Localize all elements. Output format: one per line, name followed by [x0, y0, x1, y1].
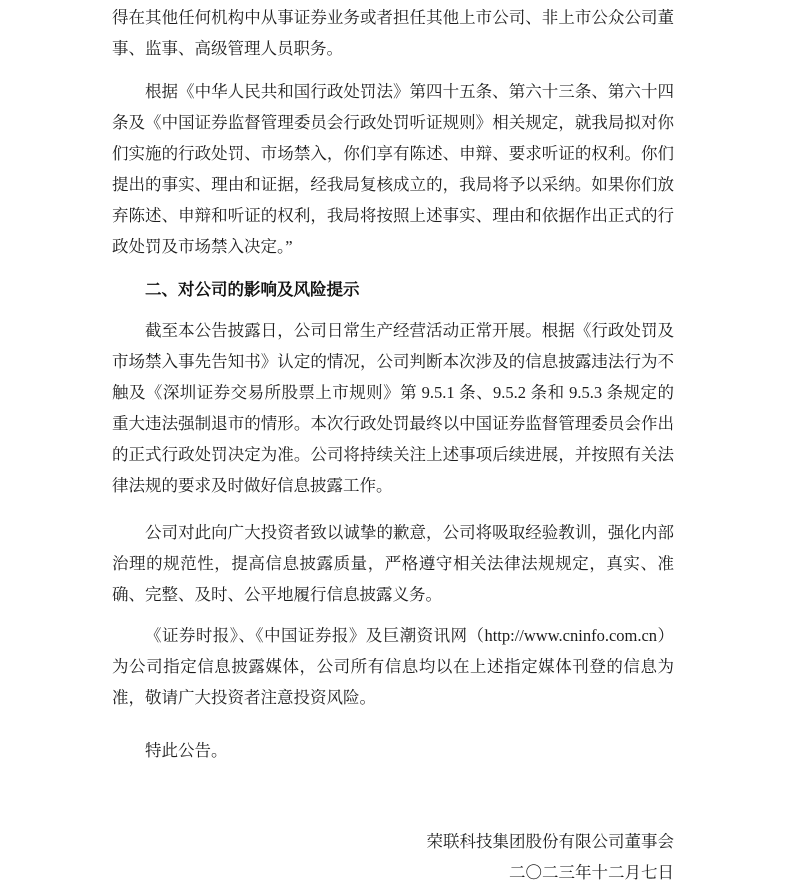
paragraph-continuation: 得在其他任何机构中从事证券业务或者担任其他上市公司、非上市公众公司董事、监事、高级管理人员职务。 — [112, 8, 674, 58]
paragraph-apology: 公司对此向广大投资者致以诚挚的歉意，公司将吸取经验教训，强化内部治理的规范性，提高信息披露质量，严格遵守相关法律法规规定，真实、准确、完整、及时、公平地履行信息披露义务。 — [112, 523, 674, 604]
signature-date: 二〇二三年十二月七日 — [509, 863, 674, 882]
section-heading-impact-risk: 二、对公司的影响及风险提示 — [145, 280, 360, 299]
signature-block — [112, 826, 674, 888]
paragraph-law-quote: 根据《中华人民共和国行政处罚法》第四十五条、第六十三条、第六十四条及《中国证券监督管理委员会行政处罚听证规则》相关规定，就我局拟对你们实施的行政处罚、市场禁入，你们享有陈述、申辩、要求听证的权利。你们提出的事实、理由和证据，经我局复核成立的，我局将予以采纳。如果你们放弃陈述、申辩和听证的权利，我局将按照上述事实、理由和依据作出正式的行政处罚及市场禁入决定。” — [112, 82, 674, 256]
closing-statement: 特此公告。 — [145, 741, 228, 760]
paragraph-impact-assessment: 截至本公告披露日，公司日常生产经营活动正常开展。根据《行政处罚及市场禁入事先告知书》认定的情况，公司判断本次涉及的信息披露违法行为不触及《深圳证券交易所股票上市规则》第 9.5.1 条、9.5.2 条和 9.5.3 条规定的重大违法强制退市的情形。本次行政处罚最终以中国证券监督管理委员会作出的正式行政处罚决定为准。公司将持续关注上述事项后续进展，并按照有关法律法规的要求及时做好信息披露工作。 — [112, 321, 674, 495]
paragraph-disclosure-media: 《证券时报》、《中国证券报》及巨潮资讯网（http://www.cninfo.com.cn）为公司指定信息披露媒体，公司所有信息均以在上述指定媒体刊登的信息为准，敬请广大投资者注意投资风险。 — [112, 626, 674, 707]
document-body — [112, 2, 674, 888]
signature-company: 荣联科技集团股份有限公司董事会 — [426, 832, 674, 851]
